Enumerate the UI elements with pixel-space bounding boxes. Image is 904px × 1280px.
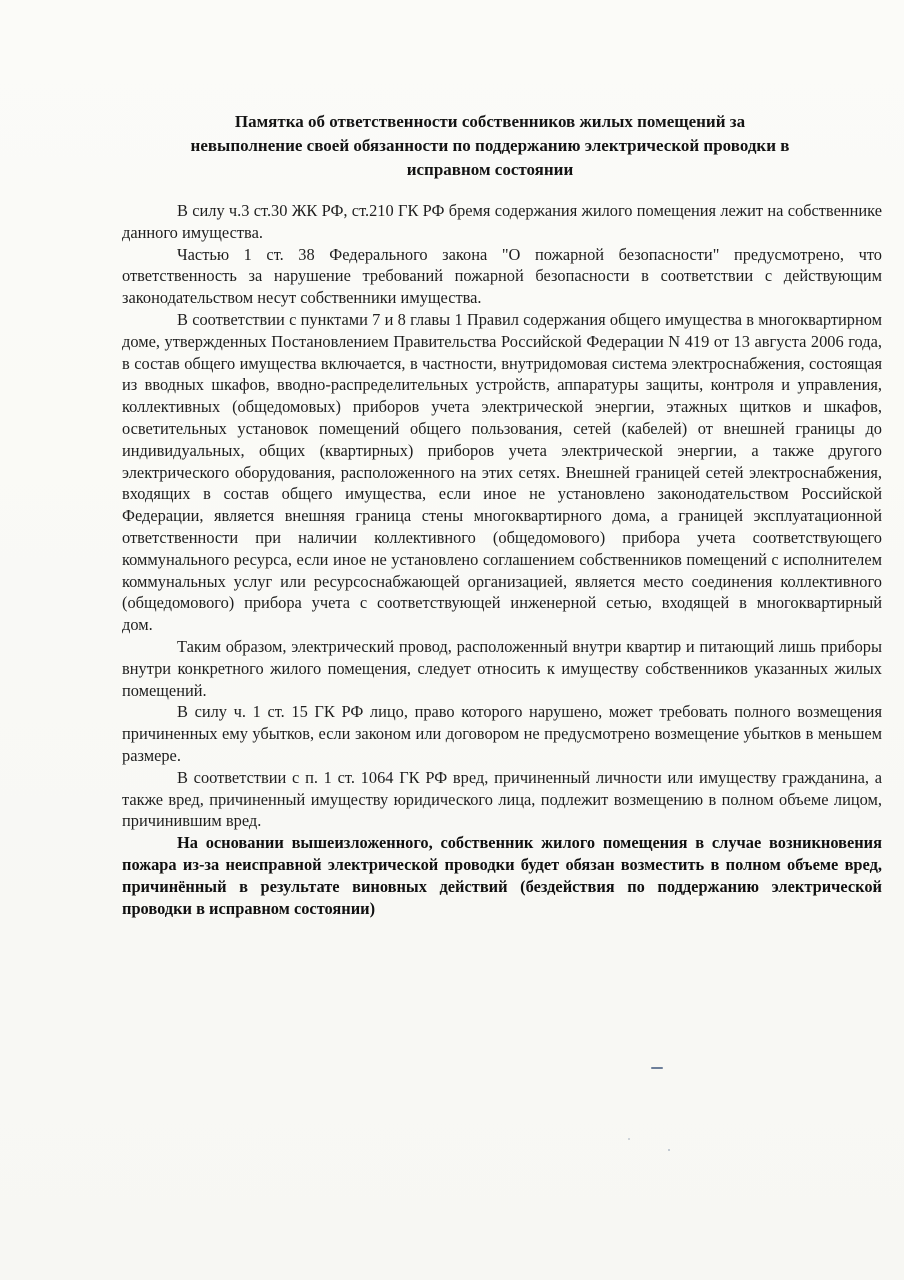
paragraph-civil-code-15: В силу ч. 1 ст. 15 ГК РФ лицо, право которого нарушено, может требовать полного возмещения причиненных ему убытков, если законом или договором не предусмотрено возмещение убытков в меньшем размере. (122, 702, 882, 765)
document-title (130, 110, 850, 182)
title-line-1: Памятка об ответственности собственников жилых помещений за (234, 112, 746, 131)
paragraph-conclusion: На основании вышеизложенного, собственник жилого помещения в случае возникновения пожара из-за неисправной электрической проводки будет обязан возместить в полном объеме вред, причинённый в результате виновных действий (бездействия по поддержанию электрической проводки в исправном состоянии) (122, 833, 882, 918)
title-line-3: исправном состоянии (406, 160, 574, 179)
paragraph-civil-code-1064: В соответствии с п. 1 ст. 1064 ГК РФ вред, причиненный личности или имуществу гражданина, а также вред, причиненный имуществу юридического лица, подлежит возмещению в полном объеме лицом, причинившим вред. (122, 767, 882, 831)
scan-speck (668, 1149, 670, 1151)
paragraph-housing-code: В силу ч.3 ст.30 ЖК РФ, ст.210 ГК РФ бремя содержания жилого помещения лежит на собственнике данного имущества. (122, 201, 882, 242)
scan-speck (651, 1067, 663, 1069)
scan-speck (628, 1138, 630, 1140)
paragraph-fire-safety-law: Частью 1 ст. 38 Федерального закона "О пожарной безопасности" предусмотрено, что ответственность за нарушение требований пожарной безопасности в соответствии с действующим законодательством несут собственники имущества. (122, 244, 882, 308)
paragraph-apartment-wiring: Таким образом, электрический провод, расположенный внутри квартир и питающий лишь приборы внутри конкретного жилого помещения, следует относить к имуществу собственников указанных жилых помещений. (122, 636, 882, 700)
paragraph-common-property-rules (122, 309, 882, 636)
paragraph-common-property-text: В соответствии с пунктами 7 и 8 главы 1 Правил содержания общего имущества в многоквартирном доме, утвержденных Постановлением Правительства Российской Федерации N 419 от 13 августа 2006 года, в состав общего имущества включается, в частности, внутридомовая система электроснабжения, состоящая из вводных шкафов, вводно-распределительных устройств, аппаратуры защиты, контроля и управления, коллективных (общедомовых) приборов учета электрической энергии, этажных щитков и шкафов, осветительных установок помещений общего пользования, сетей (кабелей) от внешней границы до индивидуальных, общих (квартирных) приборов учета электрической энергии, а также другого электрического оборудования, расположенного на этих сетях. Внешней границей сетей электроснабжения, входящих в состав общего имущества, если иное не установлено законодательством Российской Федерации, является внешняя граница стены многоквартирного дома, а границей эксплуатационной ответственности при наличии коллективного (общедомового) прибора учета соответствующего коммунального ресурса, если иное не установлено соглашением собственников помещений с исполнителем коммунальных услуг или ресурсоснабжающей организацией, является место соединения коллективного (общедомового) прибора учета с соответствующей инженерной сетью, входящей в многоквартирный (122, 309, 882, 613)
document-body (122, 200, 882, 919)
title-line-2: невыполнение своей обязанности по поддержанию электрической проводки в (190, 136, 790, 155)
paragraph-common-property-end: дом. (122, 615, 153, 635)
